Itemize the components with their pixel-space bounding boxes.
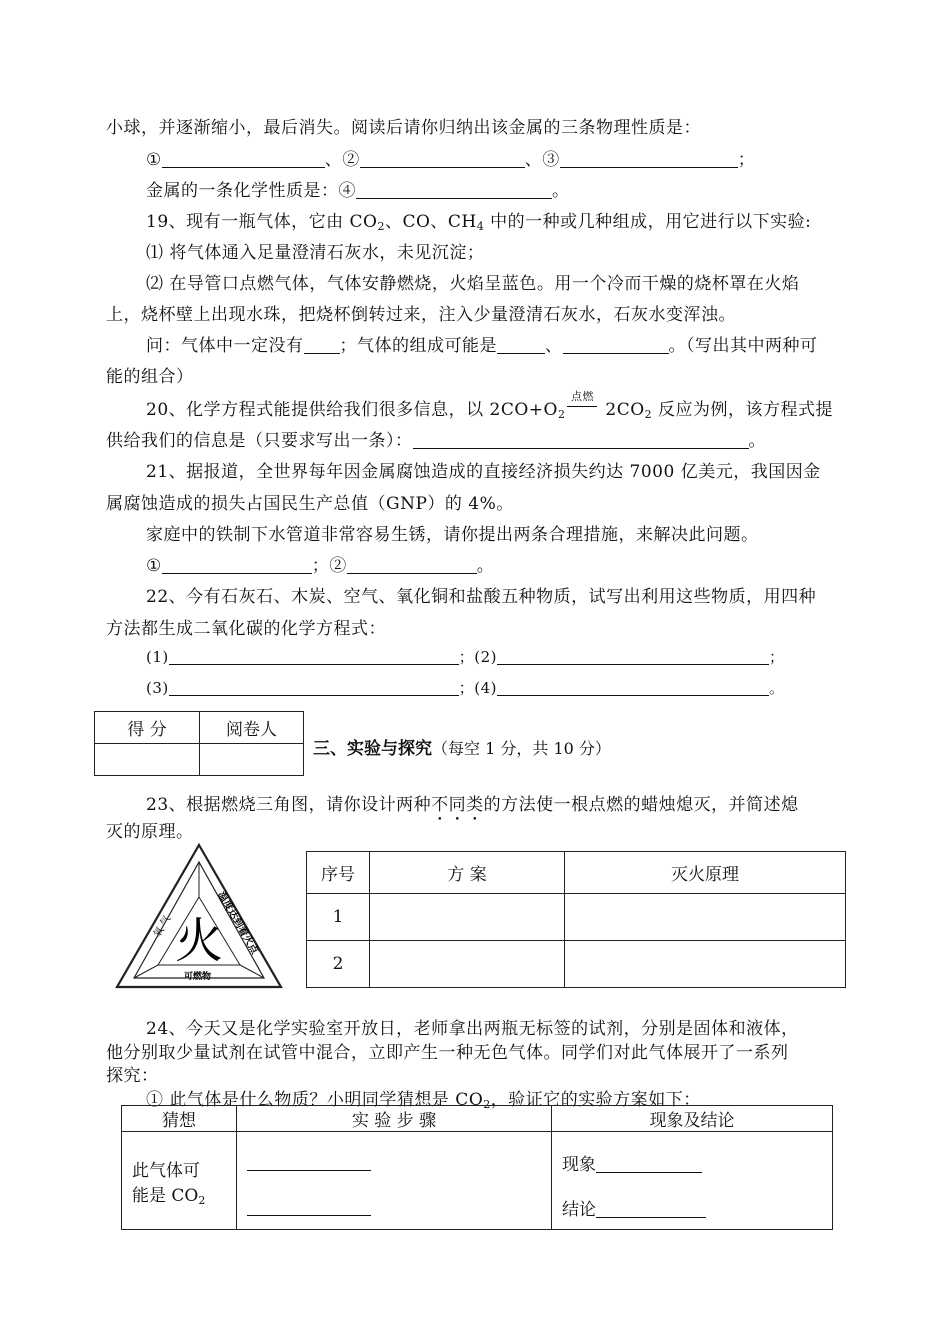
q19-step2a: ⑵ 在导管口点燃气体，气体安静燃烧，火焰呈蓝色。用一个冷而干燥的烧杯罩在火焰 <box>146 274 800 294</box>
q22-line2: 方法都生成二氧化碳的化学方程式： <box>106 619 386 639</box>
q24-line2: 他分别取少量试剂在试管中混合，立即产生一种无色气体。同学们对此气体展开了一系列 <box>106 1043 789 1063</box>
q22-line1: 22、今有石灰石、木炭、空气、氧化铜和盐酸五种物质，试写出利用这些物质，用四种 <box>146 587 817 607</box>
q20-blank[interactable] <box>413 430 749 449</box>
q24-col-steps: 实 验 步 骤 <box>237 1106 552 1132</box>
q18-blank-3[interactable] <box>560 149 738 168</box>
q21-line1: 21、据报道，全世界每年因金属腐蚀造成的直接经济损失约达 7000 亿美元，我国因金 <box>146 462 821 482</box>
table-row <box>307 941 846 988</box>
q24-line1: 24、今天又是化学实验室开放日，老师拿出两瓶无标签的试剂，分别是固体和液体， <box>146 1019 799 1039</box>
q24-phenomenon-blank[interactable] <box>596 1154 702 1173</box>
q23-emphasis: 不同类 <box>431 795 484 815</box>
q23-plan-cell[interactable] <box>370 941 565 988</box>
triangle-temperature-label: 温度达到着火点 <box>215 890 260 957</box>
fire-triangle <box>114 842 284 990</box>
q21-blank-2[interactable] <box>347 555 477 574</box>
q21-blank-1[interactable] <box>162 555 312 574</box>
q18-chem: 金属的一条化学性质是：④ 。 <box>146 181 570 201</box>
q22-blank-1[interactable] <box>169 646 459 665</box>
grader-cell[interactable] <box>200 744 304 776</box>
q19-intro: 19、现有一瓶气体，它由 $CO_2$、CO、$CH_4$ 中的一种或几种组成，用它进行以下实验: <box>146 212 812 233</box>
q24-step-blank-1[interactable] <box>247 1152 371 1171</box>
q18-blank-4[interactable] <box>356 180 552 199</box>
q23-line1: 23、根据燃烧三角图，请你设计两种不同类的方法使一根点燃的蜡烛熄灭，并简述熄 <box>146 795 799 815</box>
q22-blanks-row1: (1) ；(2) ； <box>146 648 785 666</box>
q19-blank-1[interactable] <box>304 335 340 354</box>
q24-col-result: 现象及结论 <box>552 1106 833 1132</box>
q21-blanks: ① ；② 。 <box>146 556 495 576</box>
score-box <box>94 711 304 776</box>
q24-line3: 探究： <box>106 1066 159 1086</box>
q19-ask-end: 能的组合） <box>106 367 194 387</box>
q23-principle-cell[interactable] <box>565 941 846 988</box>
q21-line2: 属腐蚀造成的损失占国民生产总值（GNP）的 4%。 <box>106 494 514 514</box>
q23-principle-cell[interactable] <box>565 894 846 941</box>
grader-header: 阅卷人 <box>200 712 304 744</box>
q23-row-index: 1 <box>307 894 370 941</box>
score-cell[interactable] <box>95 744 200 776</box>
q20-line2: 供给我们的信息是（只要求写出一条）： 。 <box>106 431 766 451</box>
q23-line2: 灭的原理。 <box>106 822 194 842</box>
q22-blank-2[interactable] <box>497 646 769 665</box>
score-header: 得 分 <box>95 712 200 744</box>
q18-blanks: ① 、② 、③ ； <box>146 150 756 170</box>
q24-guess-cell: 此气体可 能是 $CO_2$ <box>122 1132 237 1230</box>
q24-line4: ① 此气体是什么物质？小明同学猜想是 $CO_2$，验证它的实验方案如下： <box>146 1090 701 1111</box>
q23-col-plan: 方 案 <box>370 852 565 894</box>
q22-blanks-row2: (3) ；(4) 。 <box>146 679 785 697</box>
section3-heading: 三、实验与探究（每空 1 分，共 10 分） <box>313 739 611 759</box>
q19-step1: ⑴ 将气体通入足量澄清石灰水，未见沉淀； <box>146 243 485 263</box>
q24-conclusion-blank[interactable] <box>596 1199 706 1218</box>
q23-row-index: 2 <box>307 941 370 988</box>
q19-blank-3[interactable] <box>563 335 669 354</box>
q24-col-guess: 猜想 <box>122 1106 237 1132</box>
q21-line3: 家庭中的铁制下水管道非常容易生锈，请你提出两条合理措施，来解决此问题。 <box>146 525 759 545</box>
triangle-oxygen-label: 氧 气 <box>152 913 174 940</box>
q18-line1: 小球，并逐渐缩小，最后消失。阅读后请你归纳出该金属的三条物理性质是： <box>106 118 701 138</box>
q23-table <box>306 851 846 988</box>
q23-col-principle: 灭火原理 <box>565 852 846 894</box>
q20-line1: 20、化学方程式能提供给我们很多信息，以 $2CO+O_2$ 点燃 $2CO_2$ 反应为例，该方程式提 <box>146 390 834 421</box>
q18-blank-1[interactable] <box>162 149 325 168</box>
q23-plan-cell[interactable] <box>370 894 565 941</box>
fire-glyph-icon: 火 <box>174 913 224 969</box>
q24-table <box>121 1105 833 1230</box>
q24-steps-cell <box>237 1132 552 1230</box>
triangle-fuel-label: 可燃物 <box>184 972 212 982</box>
q24-step-blank-2[interactable] <box>247 1197 371 1216</box>
q19-step2b: 上，烧杯壁上出现水珠，把烧杯倒转过来，注入少量澄清石灰水，石灰水变浑浊。 <box>106 305 736 325</box>
q22-blank-3[interactable] <box>169 677 459 696</box>
q20-condition: 点燃 <box>565 400 599 420</box>
q19-ask: 问：气体中一定没有 ；气体的组成可能是 、 。（写出其中两种可 <box>146 336 818 356</box>
table-row <box>307 894 846 941</box>
q23-col-index: 序号 <box>307 852 370 894</box>
q18-blank-2[interactable] <box>360 149 525 168</box>
q24-result-cell: 现象 结论 <box>552 1132 833 1230</box>
q22-blank-4[interactable] <box>497 677 769 696</box>
q19-blank-2[interactable] <box>497 335 545 354</box>
